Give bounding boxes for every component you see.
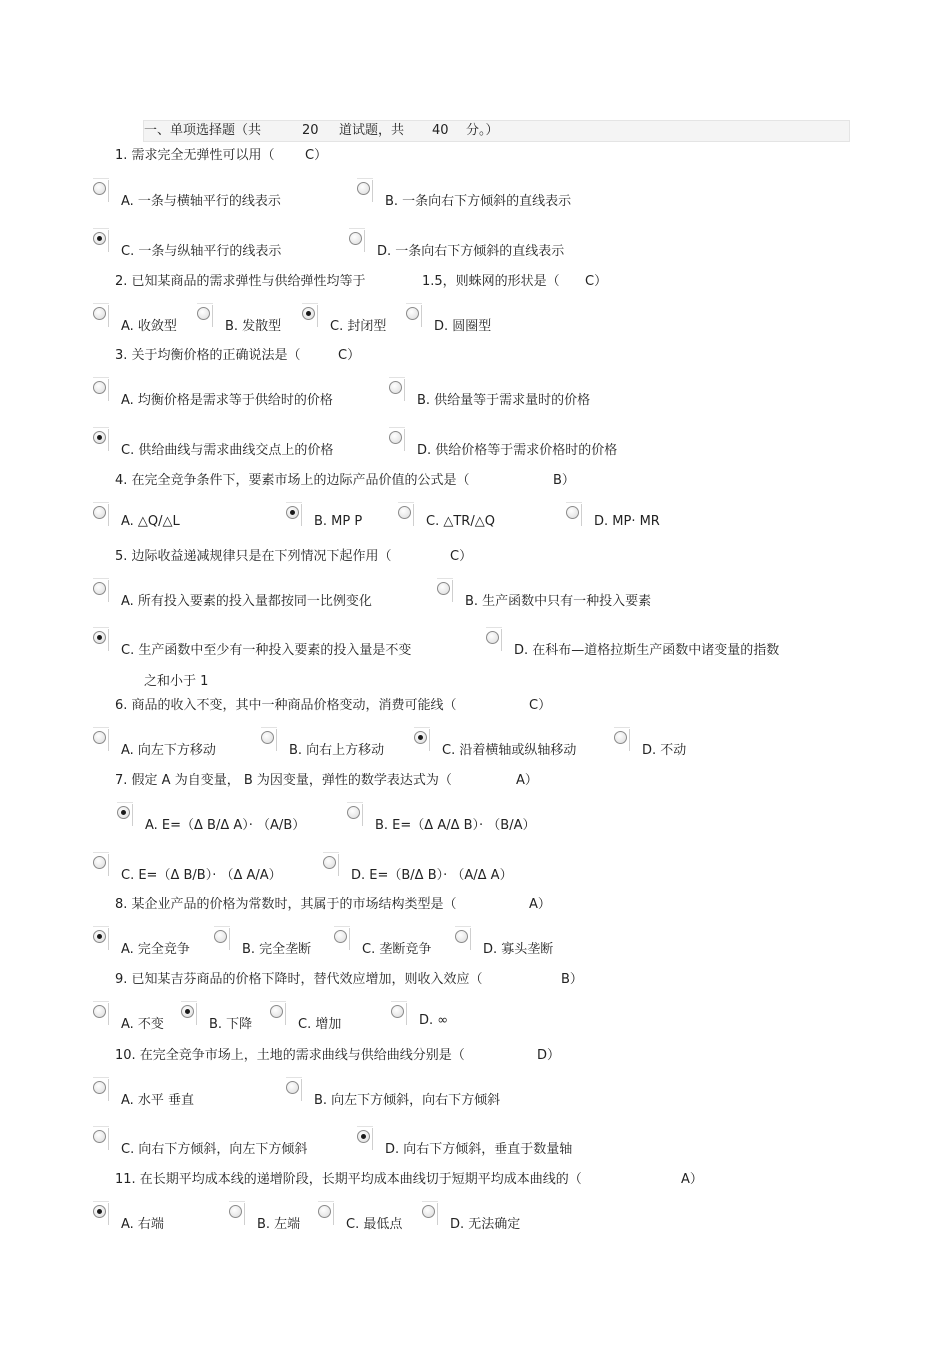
question-text: 5. 边际收益递减规律只是在下列情况下起作用（ — [115, 549, 392, 564]
option-label: B. E=（Δ A/Δ B）· （B/A） — [375, 818, 536, 833]
option-label: C. 一条与纵轴平行的线表示 — [121, 244, 282, 259]
question-answer: B） — [553, 473, 575, 488]
radio-button[interactable] — [286, 1081, 299, 1094]
option-label: C. 垄断竞争 — [362, 942, 432, 957]
radio-button[interactable] — [229, 1205, 242, 1218]
question-answer: C） — [305, 148, 328, 163]
radio-button[interactable] — [93, 307, 106, 320]
question-answer: C） — [529, 698, 552, 713]
radio-button[interactable] — [437, 582, 450, 595]
radio-button[interactable] — [93, 381, 106, 394]
radio-button[interactable] — [357, 182, 370, 195]
option-label: D. 在科布—道格拉斯生产函数中诸变量的指数 — [514, 643, 780, 658]
radio-button[interactable] — [486, 631, 499, 644]
radio-button[interactable] — [93, 856, 106, 869]
question-text-mid: 1.5，则蛛网的形状是（ — [422, 274, 560, 289]
question-answer: C） — [338, 348, 361, 363]
radio-button[interactable] — [117, 806, 130, 819]
question-text: 1. 需求完全无弹性可以用（ — [115, 148, 275, 163]
option-label: D. 寡头垄断 — [483, 942, 554, 957]
radio-button[interactable] — [181, 1005, 194, 1018]
section-header-text-3: 分。） — [466, 123, 499, 138]
radio-button[interactable] — [93, 431, 106, 444]
option-label: A. 右端 — [121, 1217, 164, 1232]
option-label: B. 左端 — [257, 1217, 301, 1232]
radio-button[interactable] — [93, 731, 106, 744]
option-label: B. 完全垄断 — [242, 942, 312, 957]
radio-button[interactable] — [93, 1205, 106, 1218]
option-label: A. E=（Δ B/Δ A）· （A/B） — [145, 818, 306, 833]
option-continuation: 之和小于 1 — [144, 674, 209, 689]
option-label: C. 沿着横轴或纵轴移动 — [442, 743, 577, 758]
radio-button[interactable] — [93, 582, 106, 595]
radio-button[interactable] — [414, 731, 427, 744]
question-text: 8. 某企业产品的价格为常数时，其属于的市场结构类型是（ — [115, 897, 457, 912]
radio-button[interactable] — [93, 182, 106, 195]
radio-button[interactable] — [93, 232, 106, 245]
radio-button[interactable] — [347, 806, 360, 819]
option-label: B. MP P — [314, 514, 363, 529]
question-text: 6. 商品的收入不变，其中一种商品价格变动，消费可能线（ — [115, 698, 457, 713]
option-label: C. E=（Δ B/B）· （Δ A/A） — [121, 868, 282, 883]
option-label: B. 向左下方倾斜，向右下方倾斜 — [314, 1093, 501, 1108]
question-answer: B） — [561, 972, 583, 987]
question-answer: A） — [529, 897, 551, 912]
radio-button[interactable] — [349, 232, 362, 245]
radio-button[interactable] — [357, 1130, 370, 1143]
question-text: 2. 已知某商品的需求弹性与供给弹性均等于 — [115, 274, 366, 289]
option-label: C. 向右下方倾斜，向左下方倾斜 — [121, 1142, 308, 1157]
radio-button[interactable] — [261, 731, 274, 744]
radio-button[interactable] — [422, 1205, 435, 1218]
option-label: A. 一条与横轴平行的线表示 — [121, 194, 281, 209]
option-label: C. 封闭型 — [330, 319, 387, 334]
option-label: B. 生产函数中只有一种投入要素 — [465, 594, 652, 609]
option-label: B. 供给量等于需求量时的价格 — [417, 393, 591, 408]
radio-button[interactable] — [214, 930, 227, 943]
radio-button[interactable] — [614, 731, 627, 744]
question-answer: A） — [681, 1172, 703, 1187]
radio-button[interactable] — [406, 307, 419, 320]
total-score: 40 — [432, 123, 449, 138]
option-label: A. 向左下方移动 — [121, 743, 216, 758]
section-header — [143, 120, 850, 142]
radio-button[interactable] — [93, 1005, 106, 1018]
radio-button[interactable] — [318, 1205, 331, 1218]
option-label: A. 水平 垂直 — [121, 1093, 195, 1108]
option-label: A. 均衡价格是需求等于供给时的价格 — [121, 393, 333, 408]
question-text: 3. 关于均衡价格的正确说法是（ — [115, 348, 301, 363]
option-label: C. △TR/△Q — [426, 514, 495, 529]
option-label: A. 不变 — [121, 1017, 164, 1032]
option-label: A. 所有投入要素的投入量都按同一比例变化 — [121, 594, 372, 609]
option-label: D. ∞ — [419, 1013, 449, 1028]
radio-button[interactable] — [389, 381, 402, 394]
question-count: 20 — [302, 123, 319, 138]
radio-button[interactable] — [334, 930, 347, 943]
radio-button[interactable] — [566, 506, 579, 519]
option-label: C. 最低点 — [346, 1217, 403, 1232]
radio-button[interactable] — [398, 506, 411, 519]
option-label: D. 无法确定 — [450, 1217, 521, 1232]
question-answer: A） — [516, 773, 538, 788]
radio-button[interactable] — [93, 1081, 106, 1094]
option-label: D. 向右下方倾斜，垂直于数量轴 — [385, 1142, 573, 1157]
option-label: C. 生产函数中至少有一种投入要素的投入量是不变 — [121, 643, 412, 658]
question-text: 4. 在完全竞争条件下，要素市场上的边际产品价值的公式是（ — [115, 473, 470, 488]
question-answer: C） — [585, 274, 608, 289]
option-label: D. 圆圈型 — [434, 319, 492, 334]
option-label: A. △Q/△L — [121, 514, 180, 529]
radio-button[interactable] — [286, 506, 299, 519]
radio-button[interactable] — [323, 856, 336, 869]
question-answer: C） — [450, 549, 473, 564]
radio-button[interactable] — [302, 307, 315, 320]
question-text: 10. 在完全竞争市场上，土地的需求曲线与供给曲线分别是（ — [115, 1048, 465, 1063]
question-text: 11. 在长期平均成本线的递增阶段，长期平均成本曲线切于短期平均成本曲线的（ — [115, 1172, 582, 1187]
question-answer: D） — [537, 1048, 561, 1063]
radio-button[interactable] — [93, 930, 106, 943]
option-label: B. 发散型 — [225, 319, 282, 334]
option-label: A. 收敛型 — [121, 319, 177, 334]
radio-button[interactable] — [93, 631, 106, 644]
option-label: D. E=（B/Δ B）· （A/Δ A） — [351, 868, 513, 883]
radio-button[interactable] — [93, 1130, 106, 1143]
option-label: B. 向右上方移动 — [289, 743, 385, 758]
option-label: B. 一条向右下方倾斜的直线表示 — [385, 194, 572, 209]
option-label: D. 一条向右下方倾斜的直线表示 — [377, 244, 565, 259]
option-label: D. 供给价格等于需求价格时的价格 — [417, 443, 618, 458]
radio-button[interactable] — [391, 1005, 404, 1018]
radio-button[interactable] — [455, 930, 468, 943]
option-label: A. 完全竞争 — [121, 942, 190, 957]
question-text: 9. 已知某吉芬商品的价格下降时，替代效应增加，则收入效应（ — [115, 972, 483, 987]
radio-button[interactable] — [389, 431, 402, 444]
section-header-text-2: 道试题，共 — [339, 123, 405, 138]
radio-button[interactable] — [270, 1005, 283, 1018]
option-label: B. 下降 — [209, 1017, 253, 1032]
option-label: D. MP· MR — [594, 514, 660, 529]
option-label: C. 供给曲线与需求曲线交点上的价格 — [121, 443, 334, 458]
option-label: D. 不动 — [642, 743, 687, 758]
radio-button[interactable] — [93, 506, 106, 519]
radio-button[interactable] — [197, 307, 210, 320]
section-header-text: 一、单项选择题（共 — [144, 123, 262, 138]
question-text: 7. 假定 A 为自变量， B 为因变量，弹性的数学表达式为（ — [115, 773, 452, 788]
option-label: C. 增加 — [298, 1017, 342, 1032]
